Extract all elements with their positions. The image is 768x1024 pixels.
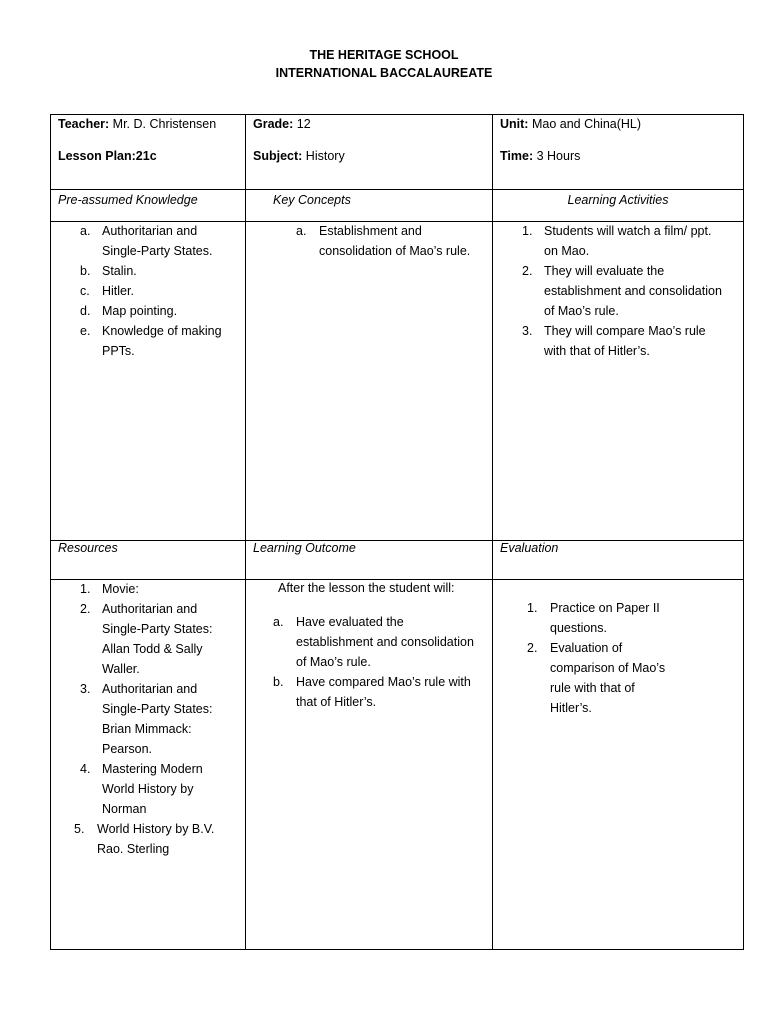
time-label: Time: <box>500 149 534 163</box>
list-marker: 3. <box>80 682 91 696</box>
list-item-line: that of Hitler’s. <box>296 695 377 709</box>
list-item-line: consolidation of Mao’s rule. <box>319 244 471 258</box>
list-item-line: World History by B.V. <box>97 822 215 836</box>
list-item-line: Single-Party States. <box>102 244 213 258</box>
table-divider-1 <box>245 114 246 950</box>
lesson-plan-table <box>50 114 744 950</box>
subject-value: History <box>305 149 345 163</box>
list-item-line: establishment and consolidation <box>544 284 722 298</box>
table-border-left <box>50 114 51 950</box>
list-item-line: Mastering Modern <box>102 762 203 776</box>
unit-field <box>500 114 641 134</box>
program-title: INTERNATIONAL BACCALAUREATE <box>275 66 493 80</box>
list-item-line: They will compare Mao’s rule <box>544 324 706 338</box>
list-item-line: Practice on Paper II <box>550 601 660 615</box>
table-divider-2 <box>492 114 493 950</box>
list-marker: 1. <box>80 582 91 596</box>
list-item-line: comparison of Mao’s <box>550 661 666 675</box>
list-marker: 2. <box>80 602 91 616</box>
list-item-line: Authoritarian and <box>102 224 198 238</box>
list-item-line: rule with that of <box>550 681 635 695</box>
teacher-field <box>58 114 216 134</box>
list-marker: a. <box>273 615 284 629</box>
school-title: THE HERITAGE SCHOOL <box>309 48 459 62</box>
list-item-line: Movie: <box>102 582 139 596</box>
key-concepts-header: Key Concepts <box>273 193 351 207</box>
table-row-line-3 <box>50 540 744 541</box>
grade-field <box>253 114 311 134</box>
resources-header: Resources <box>58 541 118 555</box>
list-item-line: Authoritarian and <box>102 602 198 616</box>
list-item-line: PPTs. <box>102 344 135 358</box>
list-item-line: Single-Party States: <box>102 702 213 716</box>
list-item-line: Single-Party States: <box>102 622 213 636</box>
learning-outcome-intro: After the lesson the student will: <box>278 581 455 595</box>
list-marker: b. <box>273 675 284 689</box>
time-value: 3 Hours <box>536 149 581 163</box>
list-item-line: Pearson. <box>102 742 153 756</box>
list-item-line: establishment and consolidation <box>296 635 474 649</box>
list-item-line: Hitler. <box>102 284 134 298</box>
time-field <box>500 146 580 166</box>
teacher-label: Teacher: <box>58 117 110 131</box>
list-marker: 4. <box>80 762 91 776</box>
list-marker: c. <box>80 284 90 298</box>
unit-label: Unit: <box>500 117 529 131</box>
list-marker: 1. <box>522 224 533 238</box>
list-marker: d. <box>80 304 91 318</box>
unit-value: Mao and China(HL) <box>531 117 642 131</box>
grade-value: 12 <box>296 117 311 131</box>
lesson-plan-field: Lesson Plan:21c <box>58 149 157 163</box>
list-item-line: Knowledge of making <box>102 324 222 338</box>
list-item-line: Establishment and <box>319 224 422 238</box>
list-marker: b. <box>80 264 91 278</box>
list-marker: a. <box>80 224 91 238</box>
list-item-line: Hitler’s. <box>550 701 592 715</box>
list-item-line: Waller. <box>102 662 140 676</box>
subject-field <box>253 146 345 166</box>
list-marker: 2. <box>522 264 533 278</box>
learning-outcome-header: Learning Outcome <box>253 541 356 555</box>
learning-activities-header: Learning Activities <box>567 193 669 207</box>
list-item-line: Rao. Sterling <box>97 842 170 856</box>
list-item-line: Students will watch a film/ ppt. <box>544 224 712 238</box>
list-item-line: Evaluation of <box>550 641 623 655</box>
list-marker: 1. <box>527 601 538 615</box>
list-marker: a. <box>296 224 307 238</box>
list-item-line: World History by <box>102 782 194 796</box>
grade-label: Grade: <box>253 117 294 131</box>
list-item-line: on Mao. <box>544 244 590 258</box>
list-item-line: Have compared Mao’s rule with <box>296 675 471 689</box>
list-marker: 5. <box>74 822 85 836</box>
list-item-line: Norman <box>102 802 147 816</box>
list-item-line: Have evaluated the <box>296 615 404 629</box>
pre-assumed-header: Pre-assumed Knowledge <box>58 193 198 207</box>
list-marker: 3. <box>522 324 533 338</box>
list-item-line: They will evaluate the <box>544 264 665 278</box>
evaluation-header: Evaluation <box>500 541 559 555</box>
list-item-line: questions. <box>550 621 607 635</box>
teacher-value: Mr. D. Christensen <box>112 117 217 131</box>
subject-label: Subject: <box>253 149 303 163</box>
table-border-bottom <box>50 949 744 950</box>
list-item-line: Authoritarian and <box>102 682 198 696</box>
list-item-line: Allan Todd & Sally <box>102 642 203 656</box>
list-item-line: of Mao’s rule. <box>544 304 619 318</box>
table-border-right <box>743 114 744 950</box>
list-item-line: Map pointing. <box>102 304 178 318</box>
list-item-line: Brian Mimmack: <box>102 722 192 736</box>
list-marker: 2. <box>527 641 538 655</box>
list-item-line: with that of Hitler’s. <box>544 344 650 358</box>
list-marker: e. <box>80 324 91 338</box>
list-item-line: of Mao’s rule. <box>296 655 371 669</box>
list-item-line: Stalin. <box>102 264 137 278</box>
